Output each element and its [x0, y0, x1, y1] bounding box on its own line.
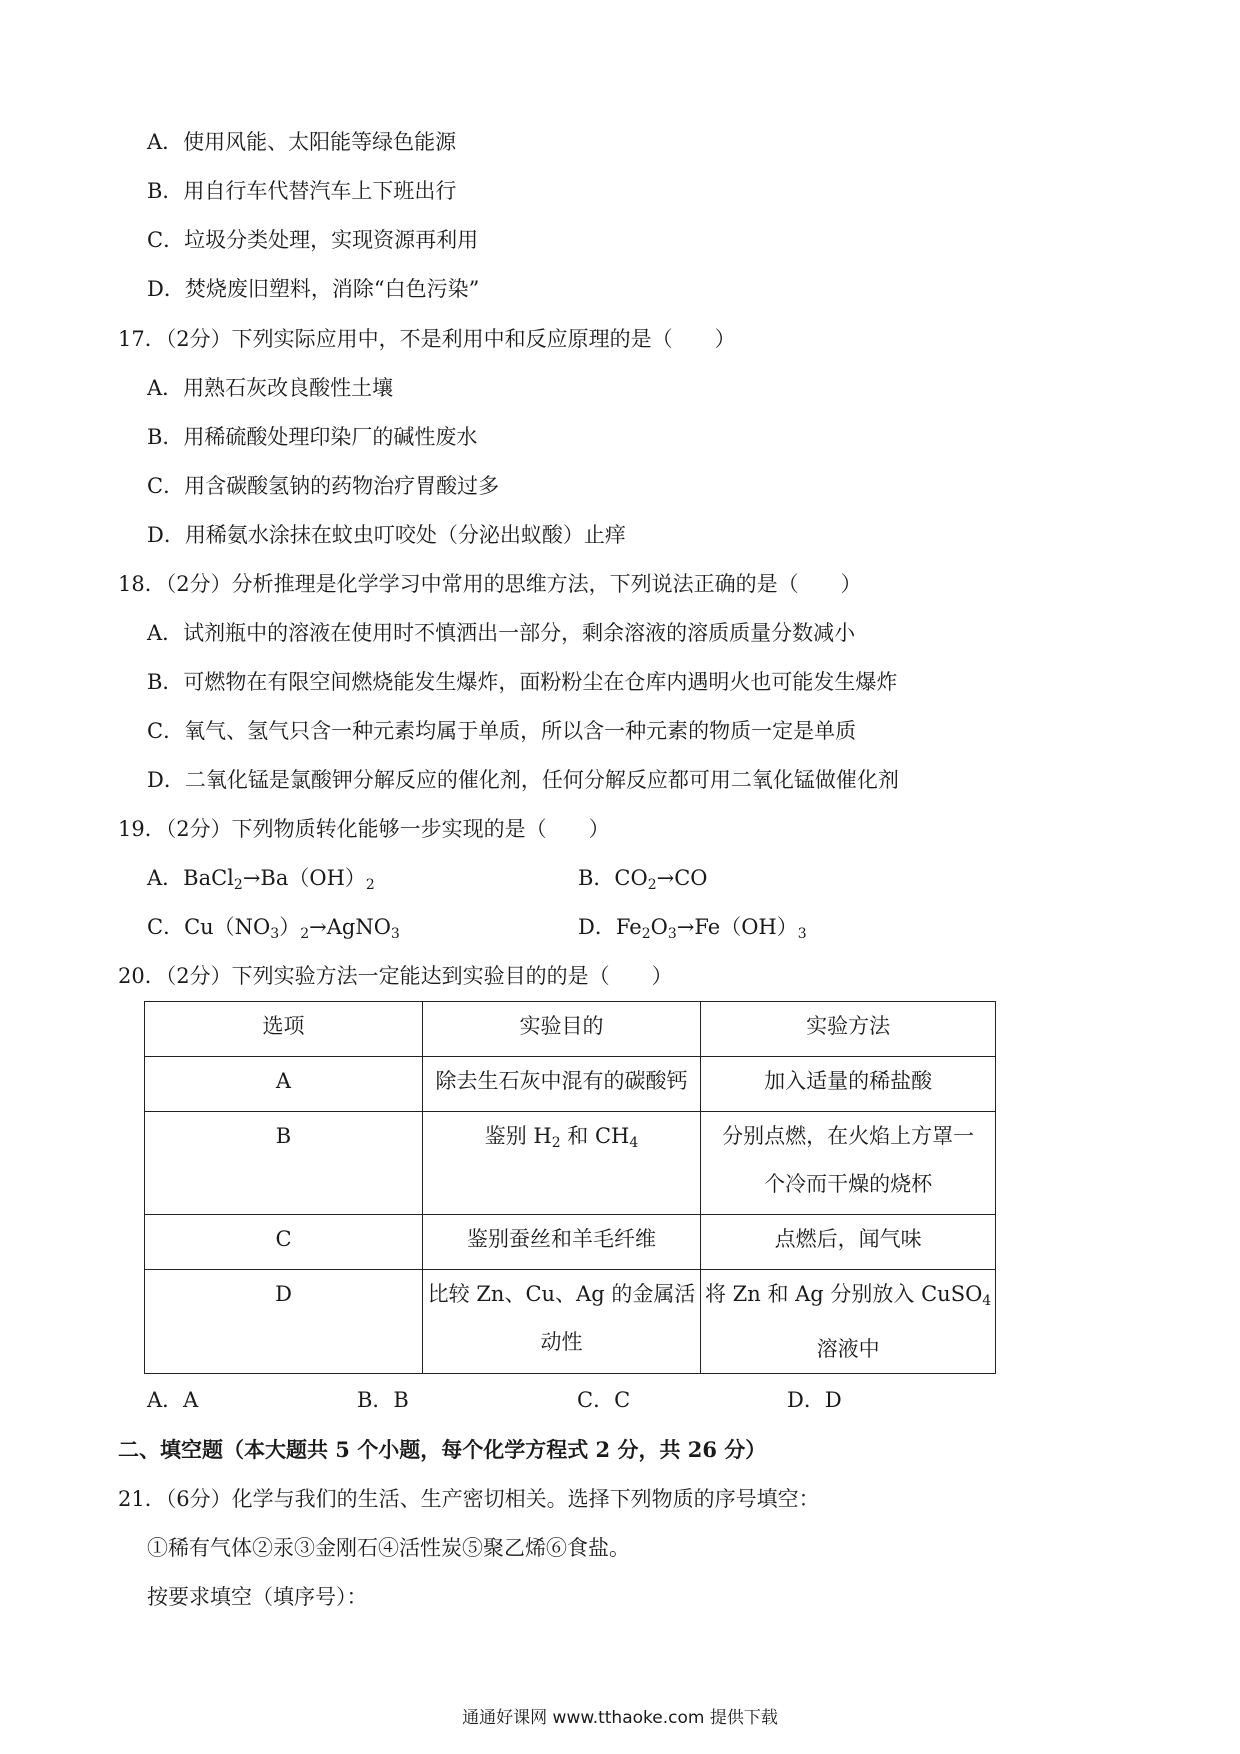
row-a-option: A	[145, 1057, 423, 1112]
row-c-method: 点燃后，闻气味	[701, 1215, 996, 1270]
table-header-row	[145, 1002, 996, 1057]
footer-watermark: 通通好课网 www.tthaoke.com 提供下载	[462, 1708, 778, 1728]
row-a-method: 加入适量的稀盐酸	[701, 1057, 996, 1112]
q17-option-c: C．用含碳酸氢钠的药物治疗胃酸过多	[147, 474, 500, 498]
table-row	[145, 1270, 996, 1374]
q18-option-a: A．试剂瓶中的溶液在使用时不慎洒出一部分，剩余溶液的溶质质量分数减小	[147, 621, 856, 645]
table-row	[145, 1112, 996, 1215]
q19-option-a: A．$BaCl_2\to Ba(OH)_2$	[147, 866, 375, 893]
q17-option-b: B．用稀硫酸处理印染厂的碱性废水	[147, 425, 478, 449]
q16-option-a: A．使用风能、太阳能等绿色能源	[147, 130, 457, 154]
q16-option-b: B．用自行车代替汽车上下班出行	[147, 179, 457, 203]
row-c-option: C	[145, 1215, 423, 1270]
q19-option-b: B．$CO_2\to CO$	[578, 866, 708, 893]
q18-option-c: C．氧气、氢气只含一种元素均属于单质，所以含一种元素的物质一定是单质	[147, 719, 857, 743]
row-c-goal: 鉴别蚕丝和羊毛纤维	[423, 1215, 701, 1270]
row-d-method: 将 Zn 和 Ag 分别放入 CuSO$_4$ 溶液中	[701, 1270, 996, 1374]
q20-choice-a: A．A	[147, 1388, 199, 1412]
q20-stem: 20．（2分）下列实验方法一定能达到实验目的的是（ ）	[118, 964, 673, 988]
row-b-method: 分别点燃，在火焰上方罩一 个冷而干燥的烧杯	[701, 1112, 996, 1215]
q20-choice-d: D．D	[787, 1388, 842, 1412]
q17-option-d: D．用稀氨水涂抹在蚊虫叮咬处（分泌出蚁酸）止痒	[147, 523, 626, 547]
q16-option-d: D．焚烧废旧塑料，消除“白色污染”	[147, 277, 480, 301]
header-goal: 实验目的	[423, 1002, 701, 1057]
table-row	[145, 1057, 996, 1112]
row-b-option: B	[145, 1112, 423, 1215]
row-d-goal: 比较 Zn、Cu、Ag 的金属活 动性	[423, 1270, 701, 1374]
row-b-goal: 鉴别 $H_2$ 和 $CH_4$	[423, 1112, 701, 1215]
q21-instruction: 按要求填空（填序号）：	[147, 1585, 368, 1609]
q19-option-d: D．$Fe_2O_3\to Fe(OH)_3$	[578, 915, 807, 942]
q18-option-d: D．二氧化锰是氯酸钾分解反应的催化剂，任何分解反应都可用二氧化锰做催化剂	[147, 768, 899, 792]
table-row	[145, 1215, 996, 1270]
row-d-option: D	[145, 1270, 423, 1374]
q19-option-c: C．$Cu(NO_3)_2\to AgNO_3$	[147, 915, 400, 942]
experiment-table	[144, 1001, 996, 1374]
q18-option-b: B．可燃物在有限空间燃烧能发生爆炸，面粉粉尘在仓库内遇明火也可能发生爆炸	[147, 670, 898, 694]
q17-stem: 17．（2分）下列实际应用中，不是利用中和反应原理的是（ ）	[118, 327, 736, 351]
q19-stem: 19．（2分）下列物质转化能够一步实现的是（ ）	[118, 817, 610, 841]
header-method: 实验方法	[701, 1002, 996, 1057]
section-heading: 二、填空题（本大题共 5 个小题，每个化学方程式 2 分，共 26 分）	[118, 1437, 767, 1462]
q17-option-a: A．用熟石灰改良酸性土壤	[147, 376, 394, 400]
q16-option-c: C．垃圾分类处理，实现资源再利用	[147, 228, 479, 252]
q21-stem: 21．（6分）化学与我们的生活、生产密切相关。选择下列物质的序号填空：	[118, 1487, 820, 1511]
row-a-goal: 除去生石灰中混有的碳酸钙	[423, 1057, 701, 1112]
q20-choice-c: C．C	[577, 1388, 631, 1412]
header-option: 选项	[145, 1002, 423, 1057]
q18-stem: 18．（2分）分析推理是化学学习中常用的思维方法，下列说法正确的是（ ）	[118, 572, 862, 596]
q21-items: ①稀有气体②汞③金刚石④活性炭⑤聚乙烯⑥食盐。	[147, 1536, 630, 1560]
q20-choice-b: B．B	[357, 1388, 409, 1412]
